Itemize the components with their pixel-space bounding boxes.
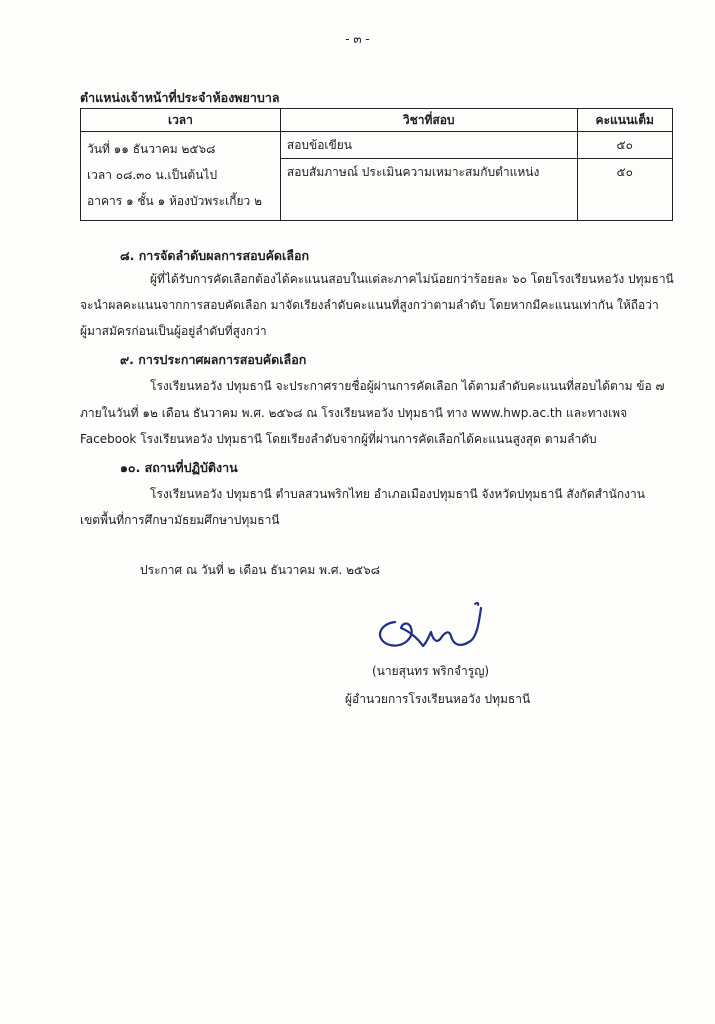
header-score: คะแนนเต็ม	[577, 109, 672, 132]
section9-heading: ๙. การประกาศผลการสอบคัดเลือก	[120, 352, 307, 367]
table-title: ตำแหน่งเจ้าหน้าที่ประจำห้องพยาบาล	[80, 90, 280, 105]
announcement-date: ประกาศ ณ วันที่ ๒ เดือน ธันวาคม พ.ศ. ๒๕๖๘	[140, 563, 380, 577]
header-time: เวลา	[81, 109, 281, 132]
table-row	[81, 132, 673, 221]
exam-time: เวลา ๐๘.๓๐ น.เป็นต้นไป	[87, 168, 218, 182]
section8-heading: ๘. การจัดลำดับผลการสอบคัดเลือก	[120, 248, 310, 263]
score-cell	[577, 132, 672, 221]
exam-location: อาคาร ๑ ชั้น ๑ ห้องบัวพระเกี้ยว ๒	[87, 194, 262, 208]
section10-line: เขตพื้นที่การศึกษามัธยมศึกษาปทุมธานี	[80, 513, 280, 527]
signature-stroke	[380, 608, 481, 646]
subject-cell	[280, 132, 577, 221]
header-subject: วิชาที่สอบ	[280, 109, 577, 132]
subject-written: สอบข้อเขียน	[281, 132, 577, 159]
signature-dot	[475, 603, 478, 605]
signer-name: (นายสุนทร พริกจำรูญ)	[372, 664, 490, 678]
section9-line: Facebook โรงเรียนหอวัง ปทุมธานี โดยเรียงลำดับจากผู้ที่ผ่านการคัดเลือกได้คะแนนสูงสุด ตามลำดับ	[80, 432, 597, 446]
exam-schedule-table	[80, 108, 673, 221]
page-number: - ๓ -	[345, 32, 370, 46]
subject-interview: สอบสัมภาษณ์ ประเมินความเหมาะสมกับตำแหน่ง	[286, 165, 540, 179]
score-interview: ๕๐	[616, 165, 633, 179]
section8-line: ผู้ที่ได้รับการคัดเลือกต้องได้คะแนนสอบในแต่ละภาคไม่น้อยกว่าร้อยละ ๖๐ โดยโรงเรียนหอวัง ปทุมธานี	[150, 272, 674, 286]
time-cell	[81, 132, 281, 221]
section8-line: ผู้มาสมัครก่อนเป็นผู้อยู่ลำดับที่สูงกว่า	[80, 324, 267, 338]
section9-line: โรงเรียนหอวัง ปทุมธานี จะประกาศรายชื่อผู้ผ่านการคัดเลือก ได้ตามลำดับคะแนนที่สอบได้ตาม ข้อ ๗	[150, 379, 665, 393]
section8-line: จะนำผลคะแนนจากการสอบคัดเลือก มาจัดเรียงลำดับคะแนนที่สูงกว่าตามลำดับ โดยหากมีคะแนนเท่ากัน ให้ถือว่า	[80, 298, 659, 312]
signature-image	[365, 598, 495, 658]
section10-line: โรงเรียนหอวัง ปทุมธานี ตำบลสวนพริกไทย อำเภอเมืองปทุมธานี จังหวัดปทุมธานี สังกัดสำนักงาน	[150, 487, 645, 501]
signer-title: ผู้อำนวยการโรงเรียนหอวัง ปทุมธานี	[345, 692, 531, 706]
section10-heading: ๑๐. สถานที่ปฏิบัติงาน	[120, 460, 238, 475]
score-written: ๕๐	[578, 132, 672, 159]
section9-line: ภายในวันที่ ๑๒ เดือน ธันวาคม พ.ศ. ๒๕๖๘ ณ โรงเรียนหอวัง ปทุมธานี ทาง www.hwp.ac.th และทางเพจ	[80, 406, 628, 420]
table-header-row	[81, 109, 673, 132]
exam-date: วันที่ ๑๑ ธันวาคม ๒๕๖๘	[87, 142, 216, 156]
